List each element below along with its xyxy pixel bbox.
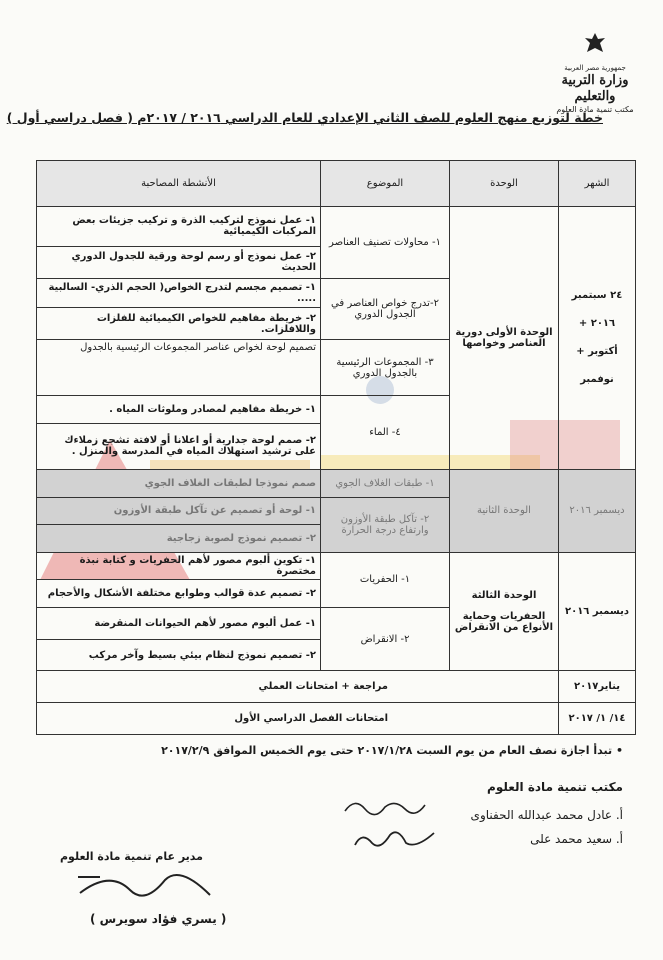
table-header-row	[37, 161, 636, 207]
ministry-logo	[545, 30, 645, 115]
table-row	[37, 671, 636, 703]
table-row	[37, 552, 636, 580]
topic-cell: ٢- تآكل طبقة الأوزون وارتفاع درجة الحرارة	[321, 497, 450, 552]
topic-cell: ٤- الماء	[321, 396, 450, 470]
activity-cell: تصميم لوحة لخواص عناصر المجموعات الرئيسية بالجدول	[37, 340, 321, 396]
activity-cell: ٢- صمم لوحة جدارية أو اعلانا أو لافتة تشجع زملاءك على ترشيد استهلاك المياه في المدرسة والمنزل .	[37, 423, 321, 469]
page-title: خطة لتوزيع منهج العلوم للصف الثاني الإعدادي للعام الدراسي ٢٠١٦ / ٢٠١٧م ( فصل دراسي أول )	[6, 110, 603, 125]
table-row	[37, 703, 636, 735]
topic-cell: ١- طبقات الغلاف الجوي	[321, 469, 450, 497]
ministry-small-text: جمهورية مصر العربية	[564, 64, 626, 72]
month-cell: يناير٢٠١٧	[559, 671, 636, 703]
holiday-note: • تبدأ اجازة نصف العام من يوم السبت ٢٠١٧/١/٢٨ حتى يوم الخميس الموافق ٢٠١٧/٢/٩	[161, 744, 623, 757]
topic-cell: ٣- المجموعات الرئيسية بالجدول الدوري	[321, 340, 450, 396]
unit-title: الحفريات وحماية الأنواع من الانقراض	[454, 611, 554, 634]
header-activities: الأنشطة المصاحبة	[37, 161, 321, 207]
unit-cell	[450, 552, 559, 671]
office-small-text: مكتب تنمية مادة العلوم	[556, 105, 634, 114]
activity-cell: ١- تكوين ألبوم مصور لأهم الحفريات و كتابة نبذة مختصرة	[37, 552, 321, 580]
director-signature	[70, 865, 220, 910]
review-cell: مراجعة + امتحانات العملي	[37, 671, 559, 703]
month-cell: ٢٤ سبتمبر ٢٠١٦ + أكتوبر + نوفمبر	[559, 207, 636, 470]
activity-cell: ٢- تصميم نموذج لصوبة زجاجية	[37, 525, 321, 553]
eagle-emblem-icon	[581, 30, 609, 58]
member-name: أ. سعيد محمد على	[530, 832, 623, 846]
unit-cell: الوحدة الثانية	[450, 469, 559, 552]
activity-cell: ١- لوحة أو تصميم عن تآكل طبقة الأوزون	[37, 497, 321, 525]
table-row	[37, 207, 636, 247]
topic-cell: ٢- الانقراض	[321, 608, 450, 671]
table-row	[37, 469, 636, 497]
header-topic: الموضوع	[321, 161, 450, 207]
topic-cell: ١- الحفريات	[321, 552, 450, 607]
office-name: مكتب تنمية مادة العلوم	[487, 780, 623, 794]
activity-cell: صمم نموذجا لطبقات الغلاف الجوي	[37, 469, 321, 497]
curriculum-table	[36, 160, 636, 735]
signature	[350, 825, 440, 853]
signature	[340, 795, 430, 819]
header-month: الشهر	[559, 161, 636, 207]
exams-cell: امتحانات الفصل الدراسي الأول	[37, 703, 559, 735]
topic-cell: ١- محاولات تصنيف العناصر	[321, 207, 450, 279]
director-title: مدير عام تنمية مادة العلوم	[60, 850, 203, 863]
activity-cell: ٢- تصميم عدة قوالب وطوابع مختلفة الأشكال والأحجام	[37, 580, 321, 608]
activity-cell: ٢- خريطة مفاهيم للخواص الكيميائية للفلزات واللافلزات.	[37, 308, 321, 340]
month-cell: ١٤/ ١/ ٢٠١٧	[559, 703, 636, 735]
unit-cell: الوحدة الأولى دورية العناصر وخواصها	[450, 207, 559, 470]
month-cell: ديسمبر ٢٠١٦	[559, 469, 636, 552]
activity-cell: ٢- عمل نموذج أو رسم لوحة ورقية للجدول الدوري الحديث	[37, 246, 321, 278]
activity-cell: ١- خريطة مفاهيم لمصادر وملوثات المياه .	[37, 396, 321, 424]
header-unit: الوحدة	[450, 161, 559, 207]
activity-cell: ١- عمل نموذج لتركيب الذرة و تركيب جزيئات بعض المركبات الكيميائية	[37, 207, 321, 247]
activity-cell: ١- عمل ألبوم مصور لأهم الحيوانات المنقرضة	[37, 608, 321, 640]
activity-cell: ١- تصميم مجسم لتدرج الخواص( الحجم الذري- السالبية .....	[37, 278, 321, 308]
ministry-name: وزارة التربية والتعليم	[561, 73, 629, 104]
unit-label: الوحدة الثالثة	[471, 590, 537, 602]
month-cell: ديسمبر ٢٠١٦	[559, 552, 636, 671]
activity-cell: ٢- تصميم نموذج لنظام بيئي بسيط وآخر مركب	[37, 639, 321, 671]
director-name: ( يسري فؤاد سويرس )	[90, 912, 227, 926]
topic-cell: ٢-تدرج خواص العناصر في الجدول الدوري	[321, 278, 450, 339]
member-name: أ. عادل محمد عبدالله الحفناوى	[470, 808, 623, 822]
